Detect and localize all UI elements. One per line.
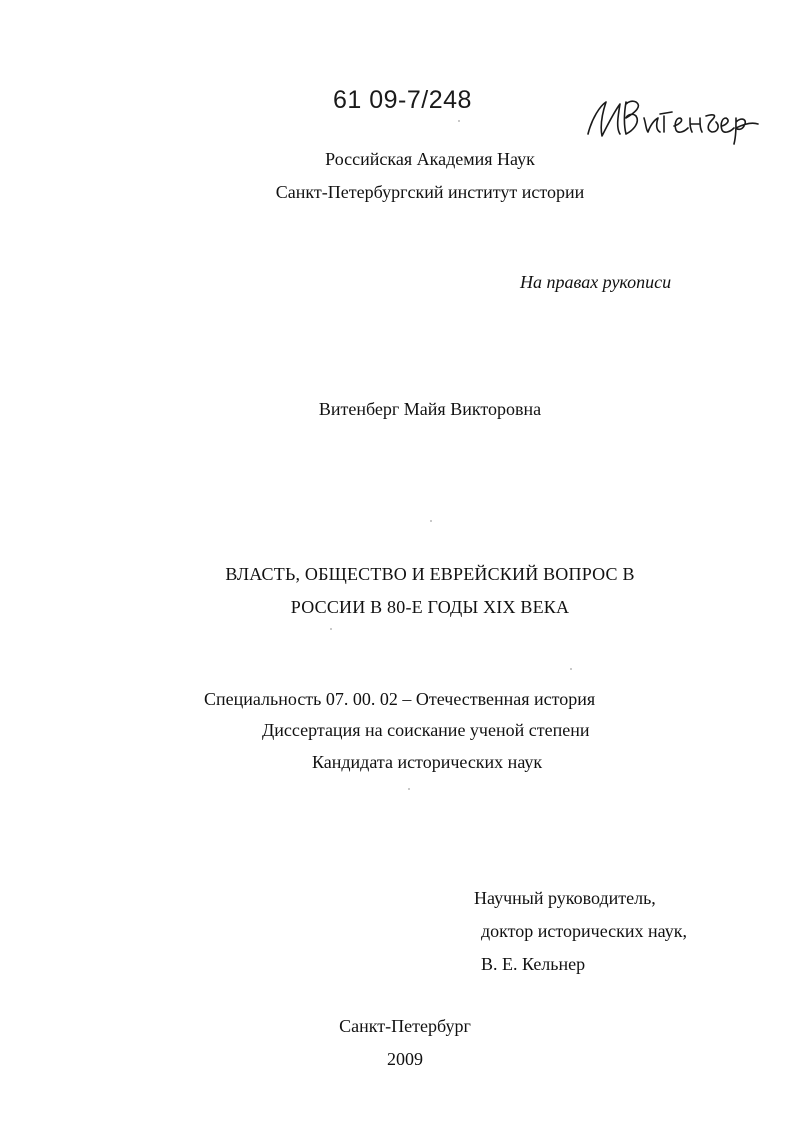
scan-speck [570,668,572,670]
supervisor-name: В. Е. Кельнер [481,954,586,974]
supervisor-block [474,882,687,981]
supervisor-degree: доктор исторических наук, [481,921,687,941]
degree-line: Кандидата исторических наук [312,752,543,772]
catalog-number: 61 09-7/248 [333,86,472,114]
scan-speck [330,628,332,630]
thesis-title-line-2: РОССИИ В 80-Е ГОДЫ XIX ВЕКА [290,597,570,617]
year: 2009 [387,1049,423,1069]
institution-block [0,143,793,209]
thesis-title-line-1: ВЛАСТЬ, ОБЩЕСТВО И ЕВРЕЙСКИЙ ВОПРОС В [225,564,635,584]
scan-speck [408,788,410,790]
city: Санкт-Петербург [339,1016,471,1036]
manuscript-note: На правах рукописи [520,272,672,292]
scan-speck [430,520,432,522]
supervisor-role: Научный руководитель, [474,888,656,908]
city-year-block [0,1010,793,1076]
dissertation-line: Диссертация на соискание ученой степени [262,720,590,740]
handwritten-signature [580,88,760,148]
author-name: Витенберг Майя Викторовна [318,399,542,419]
scan-speck [458,120,460,122]
specialty-line: Специальность 07. 00. 02 – Отечественная история [204,689,596,709]
institute-name: Санкт-Петербургский институт истории [275,182,585,202]
academy-name: Российская Академия Наук [325,149,535,169]
thesis-title [0,558,793,624]
